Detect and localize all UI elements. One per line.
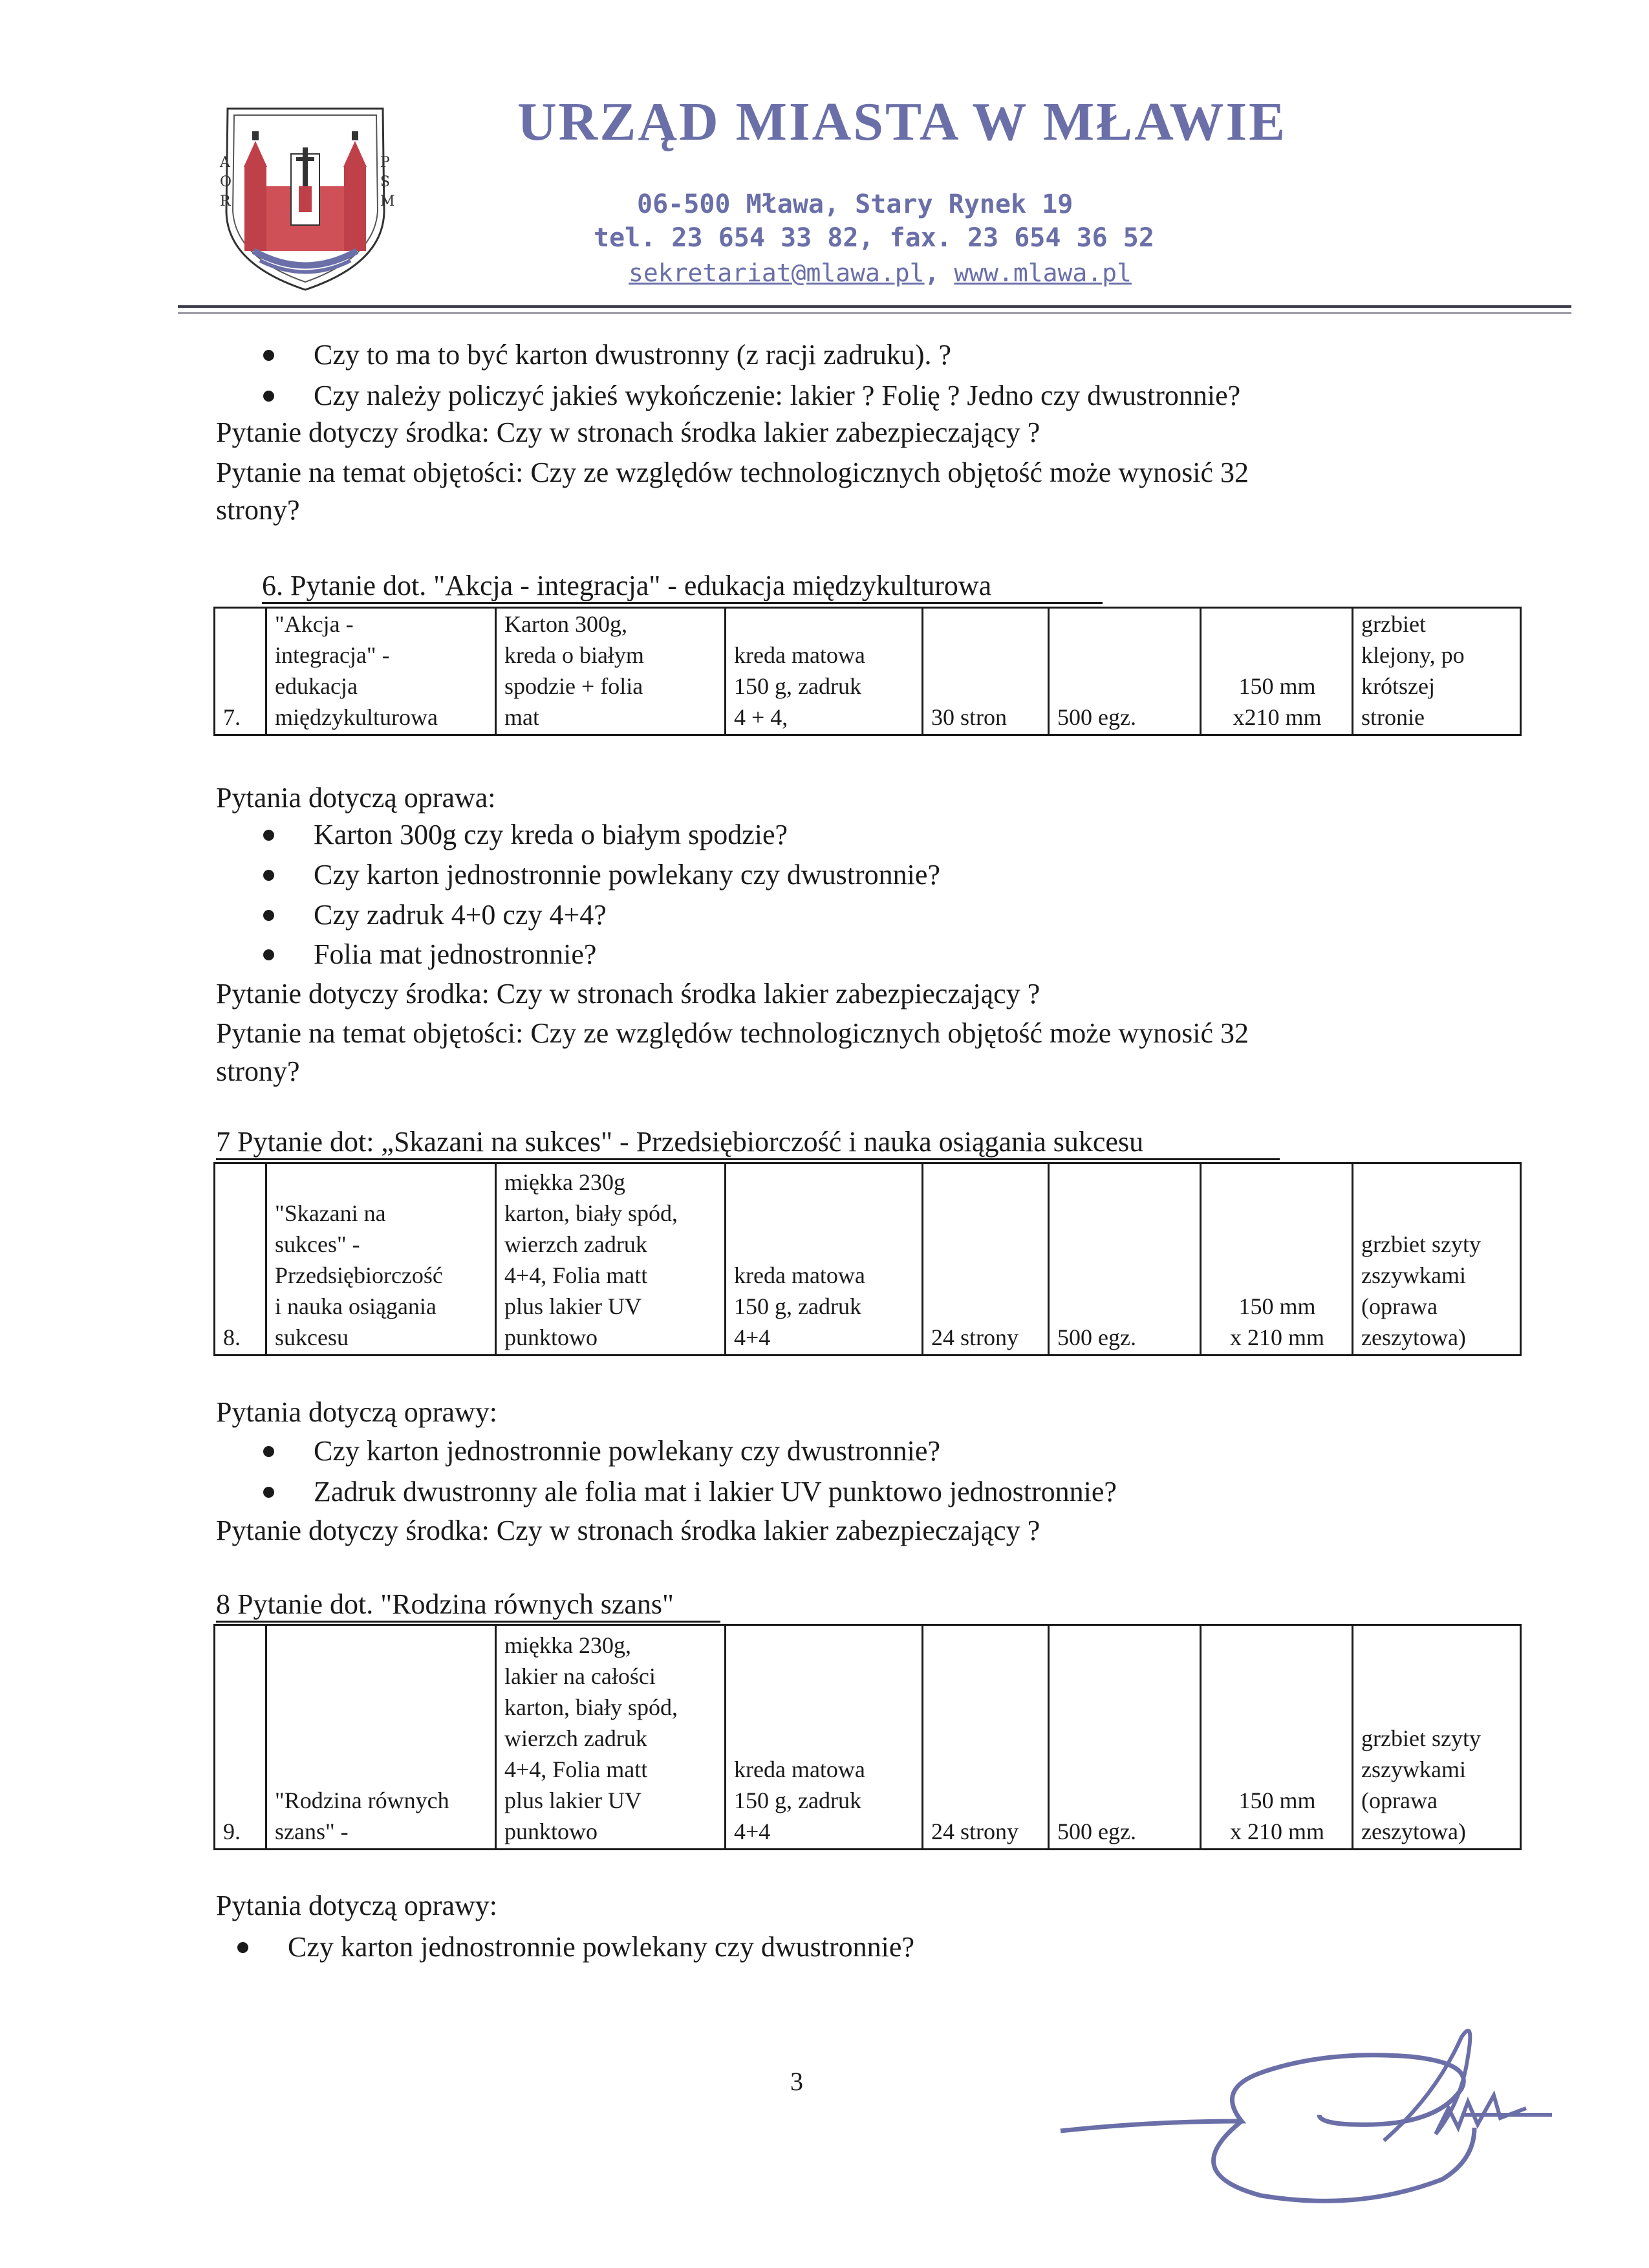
section-heading: 7 Pytanie dot: „Skazani na sukces" - Przedsiębiorczość i nauka osiągania sukcesu xyxy=(216,1126,1144,1158)
crest-letter-s: S xyxy=(380,174,391,190)
list-item: Czy to ma to być karton dwustronny (z racji zadruku). ? xyxy=(314,338,951,371)
table-cell: 500 egz. xyxy=(1049,1163,1201,1355)
letterhead-phone: tel. 23 654 33 82, fax. 23 654 36 52 xyxy=(594,223,1154,253)
table-cell: kreda matowa 150 g, zadruk 4 + 4, xyxy=(726,608,923,735)
questions-heading: Pytania dotyczą oprawy: xyxy=(216,1890,497,1921)
crest-letter-m: M xyxy=(380,193,395,210)
questions-heading: Pytania dotyczą oprawa: xyxy=(216,782,496,814)
paragraph: strony? xyxy=(216,1055,300,1087)
table-row xyxy=(215,608,1521,735)
crest-letter-r: R xyxy=(220,193,231,210)
table-cell: 7. xyxy=(215,608,266,735)
list-item: Czy należy policzyć jakieś wykończenie: lakier ? Folię ? Jedno czy dwustronnie? xyxy=(314,379,1240,412)
table-cell: 30 stron xyxy=(923,608,1049,735)
table-cell: grzbiet szyty zszywkami (oprawa zeszytowa) xyxy=(1353,1163,1521,1355)
table-cell: miękka 230g karton, biały spód, wierzch zadruk 4+4, Folia matt plus lakier UV punktowo xyxy=(496,1163,726,1355)
handwritten-signature xyxy=(1048,2011,1604,2205)
list-item: Folia mat jednostronnie? xyxy=(314,938,596,971)
table-cell: 24 strony xyxy=(923,1625,1049,1850)
paragraph: Pytanie na temat objętości: Czy ze względów technologicznych objętość może wynosić 32 xyxy=(216,1017,1249,1049)
paragraph: Pytanie dotyczy środka: Czy w stronach środka lakier zabezpieczający ? xyxy=(216,416,1040,448)
paragraph: Pytanie na temat objętości: Czy ze względów technologicznych objętość może wynosić 32 xyxy=(216,457,1249,488)
list-item: Czy karton jednostronnie powlekany czy dwustronnie? xyxy=(314,858,940,891)
bullet-icon xyxy=(263,350,274,361)
table-cell: 150 mm x 210 mm xyxy=(1201,1163,1353,1355)
crest-letter-a: A xyxy=(220,155,230,171)
table-row xyxy=(215,1625,1521,1850)
table-cell: miękka 230g, lakier na całości karton, biały spód, wierzch zadruk 4+4, Folia matt plus lakier UV punktowo xyxy=(496,1625,726,1850)
table-cell: kreda matowa 150 g, zadruk 4+4 xyxy=(726,1163,923,1355)
website-link[interactable]: www.mlawa.pl xyxy=(954,259,1132,287)
table-row xyxy=(215,1163,1521,1355)
table-cell: Karton 300g, kreda o białym spodzie + folia mat xyxy=(496,608,726,735)
header-rule-thin xyxy=(178,312,1571,314)
questions-heading: Pytania dotyczą oprawy: xyxy=(216,1396,497,1428)
table-cell: 500 egz. xyxy=(1049,608,1201,735)
table-cell: "Skazani na sukces" - Przedsiębiorczość i nauka osiągania sukcesu xyxy=(266,1163,496,1355)
header-rule xyxy=(178,305,1571,308)
table-cell: "Akcja - integracja" - edukacja międzykulturowa xyxy=(266,608,496,735)
paragraph: strony? xyxy=(216,494,300,526)
list-item: Zadruk dwustronny ale folia mat i lakier UV punktowo jednostronnie? xyxy=(314,1475,1117,1508)
bullet-icon xyxy=(263,949,274,960)
table-cell: kreda matowa 150 g, zadruk 4+4 xyxy=(726,1625,923,1850)
crest-letter-o: O xyxy=(220,174,232,190)
city-crest-logo xyxy=(208,96,402,296)
section-heading: 8 Pytanie dot. "Rodzina równych szans" xyxy=(216,1588,674,1620)
bullet-icon xyxy=(263,830,274,841)
heading-underline xyxy=(216,1621,720,1623)
table-cell: 150 mm x210 mm xyxy=(1201,608,1353,735)
crest-letter-p: P xyxy=(380,155,390,171)
letterhead-address: 06-500 Mława, Stary Rynek 19 xyxy=(637,189,1073,219)
table-cell: grzbiet klejony, po krótszej stronie xyxy=(1353,608,1521,735)
email-link[interactable]: sekretariat@mlawa.pl xyxy=(629,259,925,287)
list-item: Czy zadruk 4+0 czy 4+4? xyxy=(314,898,607,931)
letterhead-title: URZĄD MIASTA W MŁAWIE xyxy=(517,92,1288,152)
spec-table xyxy=(213,1162,1522,1356)
bullet-icon xyxy=(263,870,274,881)
section-heading: 6. Pytanie dot. "Akcja - integracja" - edukacja międzykulturowa xyxy=(262,570,992,601)
heading-underline xyxy=(216,1158,1280,1160)
paragraph: Pytanie dotyczy środka: Czy w stronach środka lakier zabezpieczający ? xyxy=(216,978,1040,1010)
list-item: Czy karton jednostronnie powlekany czy dwustronnie? xyxy=(288,1930,914,1963)
table-cell: 8. xyxy=(215,1163,266,1355)
table-cell: grzbiet szyty zszywkami (oprawa zeszytowa) xyxy=(1353,1625,1521,1850)
bullet-icon xyxy=(263,1487,274,1498)
contacts-separator: , xyxy=(924,259,940,287)
table-cell: 500 egz. xyxy=(1049,1625,1201,1850)
spec-table xyxy=(213,607,1522,736)
spec-table xyxy=(213,1624,1522,1850)
list-item: Karton 300g czy kreda o białym spodzie? xyxy=(314,818,788,851)
bullet-icon xyxy=(237,1942,248,1953)
list-item: Czy karton jednostronnie powlekany czy dwustronnie? xyxy=(314,1434,940,1467)
table-cell: 9. xyxy=(215,1625,266,1850)
table-cell: "Rodzina równych szans" - xyxy=(266,1625,496,1850)
heading-underline xyxy=(262,602,1103,604)
page-number: 3 xyxy=(790,2067,803,2096)
bullet-icon xyxy=(263,391,274,402)
bullet-icon xyxy=(263,1446,274,1457)
table-cell: 150 mm x 210 mm xyxy=(1201,1625,1353,1850)
bullet-icon xyxy=(263,910,274,921)
table-cell: 24 strony xyxy=(923,1163,1049,1355)
letterhead-contacts xyxy=(629,259,1132,287)
paragraph: Pytanie dotyczy środka: Czy w stronach środka lakier zabezpieczający ? xyxy=(216,1515,1040,1546)
